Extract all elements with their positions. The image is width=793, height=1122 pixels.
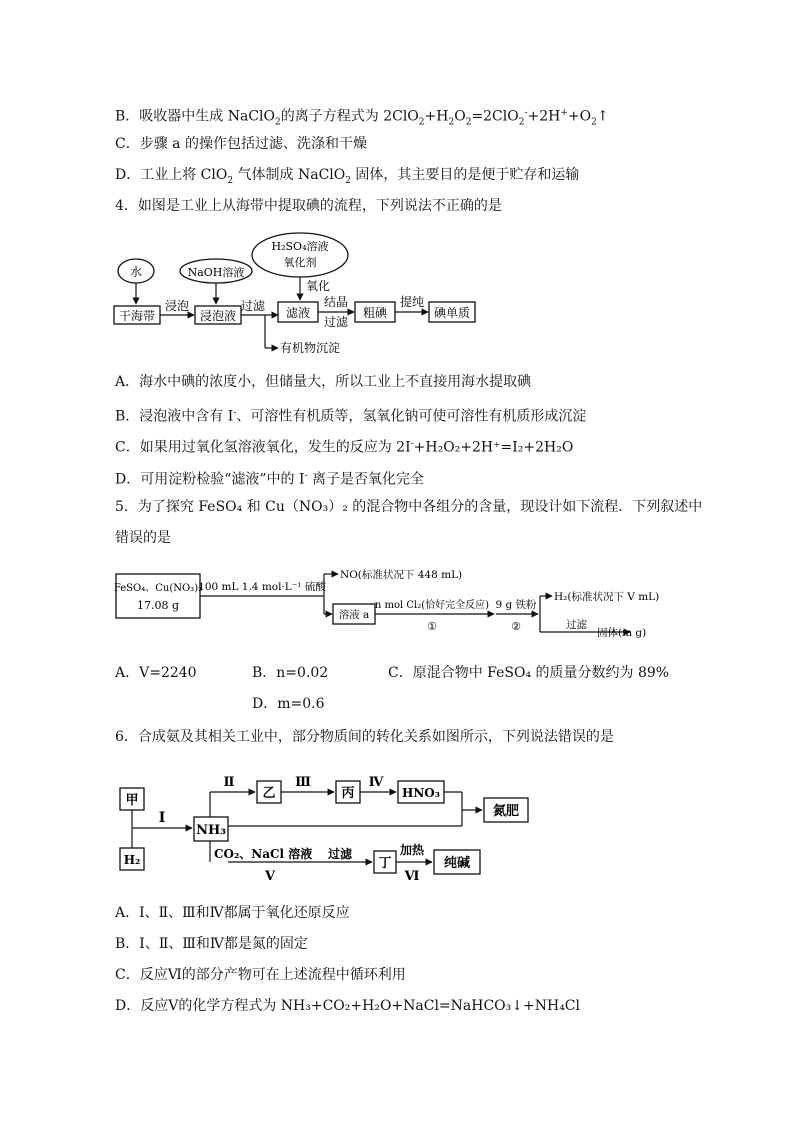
q4-water: 水	[129, 265, 143, 279]
q5-option-c: C．原混合物中 FeSO₄ 的质量分数约为 89%	[388, 665, 670, 681]
q5-cl2-label: n mol Cl₂(恰好完全反应)	[374, 600, 490, 611]
q6-fertilizer: 氮肥	[492, 804, 520, 819]
q3-option-d: D．工业上将 ClO$_2$ 气体制成 NaClO$_2$ 固体，其主要目的是便于贮存和运输	[115, 167, 580, 186]
q6-r2: Ⅱ	[223, 775, 235, 790]
q6-co2-nacl: CO₂、NaCl 溶液	[214, 847, 313, 861]
q6-r3: Ⅲ	[295, 775, 311, 790]
q6-r5: Ⅴ	[264, 869, 276, 884]
q4-stem: 4．如图是工业上从海带中提取碘的流程，下列说法不正确的是	[115, 198, 502, 214]
q6-yi: 乙	[262, 786, 276, 801]
q5-solid: 固体(m g)	[597, 627, 647, 639]
q4-crystallize-label: 结晶	[323, 295, 349, 309]
q3-option-b: B．吸收器中生成 NaClO$_2$的离子方程式为 $2ClO_2+H_2O_2=2ClO_2^-+2H^++O_2↑$	[115, 108, 609, 128]
q6-option-a: A．Ⅰ、Ⅱ、Ⅲ和Ⅳ都属于氧化还原反应	[115, 905, 350, 921]
q4-option-d: D．可用淀粉检验“滤液”中的 I- 离子是否氧化完全	[115, 471, 425, 488]
q5-mixture-mass: 17.08 g	[136, 599, 180, 612]
q4-kelp: 干海带	[118, 309, 156, 323]
q4-soak-label: 浸泡	[164, 299, 190, 313]
q4-filter1-label: 过滤	[240, 299, 266, 313]
q6-soda: 纯碱	[443, 856, 471, 871]
q5-option-a: A．V=2240	[115, 665, 197, 681]
q3-option-c: C．步骤 a 的操作包括过滤、洗涤和干燥	[115, 136, 367, 152]
q5-filter-label: 过滤	[566, 619, 587, 631]
q4-filtrate: 滤液	[285, 306, 311, 320]
q5-solution-a: 溶液 a	[338, 609, 370, 621]
q5-stem-line1: 5．为了探究 FeSO₄ 和 Cu（NO₃）₂ 的混合物中各组分的含量，现设计如下流程．下列叙述中	[115, 499, 703, 515]
q6-nh3: NH₃	[196, 823, 226, 838]
q6-jia: 甲	[125, 793, 139, 808]
q6-r4: Ⅳ	[368, 775, 384, 790]
q5-flow-diagram	[110, 562, 690, 646]
q5-no-gas: NO(标准状况下 448 mL)	[340, 569, 463, 581]
q6-heat-label: 加热	[399, 843, 425, 857]
q4-oxidize-label: 氧化	[306, 279, 331, 293]
q6-option-d: D．反应Ⅴ的化学方程式为 NH₃+CO₂+H₂O+NaCl=NaHCO₃↓+NH₄Cl	[115, 998, 580, 1014]
q5-step1: ①	[427, 620, 437, 633]
q4-option-b: B．浸泡液中含有 I-、可溶性有机质等，氢氧化钠可使可溶性有机质形成沉淀	[115, 408, 587, 425]
q5-h2-gas: H₂(标准状况下 V mL)	[554, 591, 660, 603]
q4-naoh: NaOH溶液	[187, 266, 245, 279]
q6-stem: 6．合成氨及其相关工业中，部分物质间的转化关系如图所示，下列说法错误的是	[115, 729, 614, 745]
q6-h2: H₂	[123, 853, 141, 867]
q6-filter-label: 过滤	[328, 847, 353, 861]
q4-option-c: C．如果用过氧化氢溶液氧化，发生的反应为 2I-+H₂O₂+2H⁺=I₂+2H₂O	[115, 439, 574, 456]
q4-option-a: A．海水中碘的浓度小，但储量大，所以工业上不直接用海水提取碘	[115, 374, 532, 390]
q4-precipitate: 有机物沉淀	[280, 341, 341, 355]
q4-iodine: 碘单质	[433, 306, 471, 320]
q4-flow-diagram	[110, 230, 490, 360]
q6-bing: 丙	[341, 786, 355, 801]
q6-hno3: HNO₃	[401, 786, 441, 800]
q6-option-c: C．反应Ⅵ的部分产物可在上述流程中循环利用	[115, 967, 406, 983]
q6-r6: Ⅵ	[404, 869, 420, 884]
q5-option-d: D．m=0.6	[252, 696, 325, 712]
q4-purify-label: 提纯	[399, 295, 425, 309]
q5-step2: ②	[511, 620, 521, 633]
q6-option-b: B．Ⅰ、Ⅱ、Ⅲ和Ⅳ都是氮的固定	[115, 936, 308, 952]
q5-acid-label: 100 mL 1.4 mol·L⁻¹ 硫酸	[198, 581, 326, 593]
q4-crude-iodine: 粗碘	[362, 306, 388, 320]
q6-r1: Ⅰ	[158, 810, 166, 826]
q4-soak-liquid: 浸泡液	[199, 309, 237, 323]
q5-stem-line2: 错误的是	[115, 530, 171, 546]
q4-oxidant: 氧化剂	[283, 256, 317, 269]
q5-mixture: FeSO₄、Cu(NO₃)₂	[113, 583, 203, 594]
q6-ding: 丁	[378, 856, 392, 871]
q4-h2so4: H₂SO₄溶液	[271, 240, 329, 253]
q6-flow-diagram	[110, 764, 560, 884]
q5-iron-label: 9 g 铁粉	[495, 599, 537, 611]
q4-filter2-label: 过滤	[323, 315, 349, 329]
q5-option-b: B．n=0.02	[252, 665, 329, 681]
